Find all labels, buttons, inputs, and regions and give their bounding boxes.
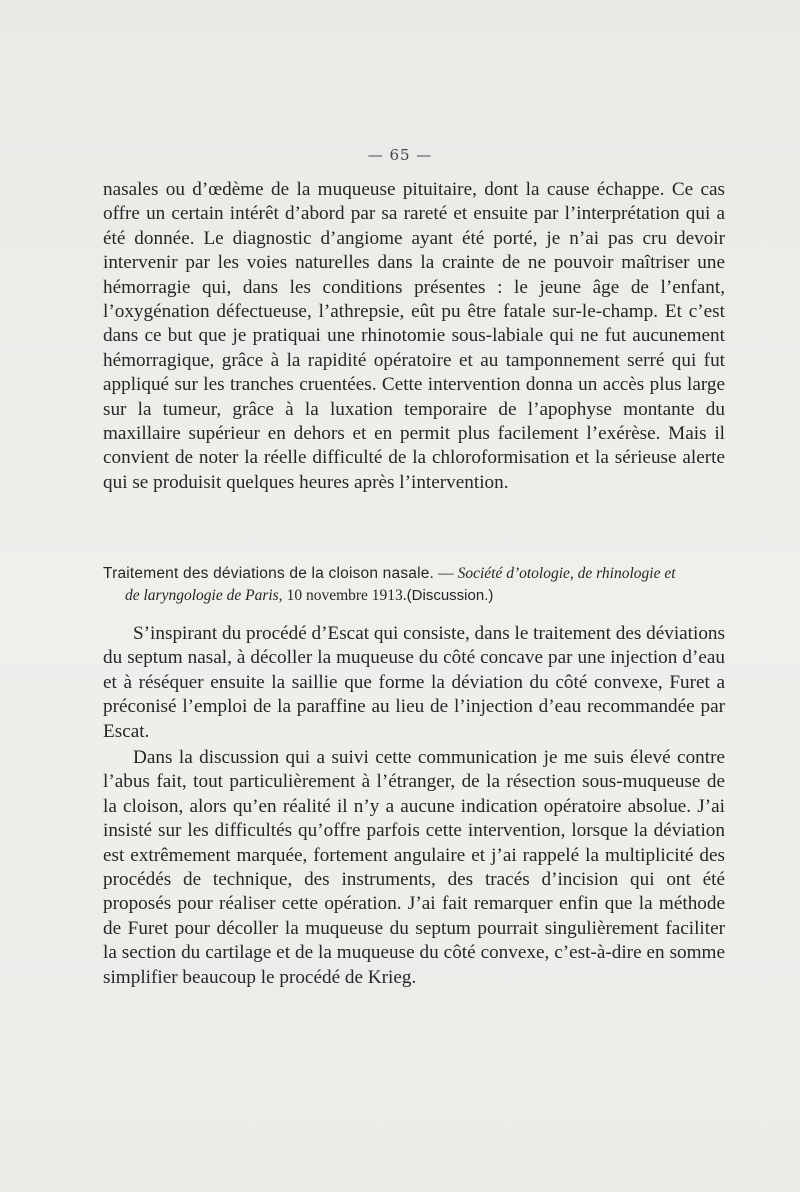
paragraph-escat [103,622,725,744]
heading-line-1 [103,563,753,585]
heading-dash: — [438,565,454,582]
paragraph-text: nasales ou d’œdème de la muqueuse pituitaire, dont la cause échappe. Ce cas offre un certain intérêt d’abord par sa rareté et ensuite par l’interprétation qui a été donnée. Le diagnostic d’angiome ayant été porté, je n’ai pas cru devoir intervenir par les voies naturelles dans la crainte de ne pouvoir maîtriser une hémorragie qui, dans les conditions présentes : le jeune âge de l’enfant, l’oxygénation défectueuse, l’athrepsie, eût pu être fatale sur-le-champ. Et c’est dans ce but que je pratiquai une rhinotomie sous-labiale qui ne fut aucunement hémorragique, grâce à la rapidité opératoire et au tamponnement serré qui fut appliqué sur les tranches cruentées. Cette intervention donna un accès plus large sur la tumeur, grâce à la luxation temporaire de l’apophyse montante du maxillaire supérieur en dehors et en permit plus facilement l’exérèse. Mais il convient de noter la réelle difficulté de la chloroformisation et la sérieuse alerte qui se produisit quelques heures après l’intervention. [103,179,725,493]
heading-society-line2: de laryngologie de Paris, [125,587,283,604]
section-heading [103,563,753,607]
paragraph-text: Dans la discussion qui a suivi cette communication je me suis élevé contre l’abus fait, tout particulièrement à l’étranger, de la résection sous-muqueuse de la cloison, alors qu’en réalité il n’y a aucune indication opératoire absolue. J’ai insisté sur les difficultés qu’offre parfois cette intervention, lorsque la déviation est extrêmement marquée, fortement angulaire et j’ai rappelé la multiplicité des procédés de technique, des instruments, des tracés d’incision qui ont été proposés pour réaliser cette opération. J’ai fait remarquer enfin que la méthode de Furet pour décoller la muqueuse du septum pourrait singulièrement faciliter la section du cartilage et de la muqueuse du côté convexe, c’est-à-dire en somme simplifier beaucoup le procédé de Krieg. [103,747,725,988]
paragraph-discussion [103,746,725,990]
heading-date: 10 novembre 1913. [286,587,407,604]
heading-discussion: (Discussion.) [406,587,494,604]
heading-title: Traitement des déviations de la cloison nasale. [103,565,435,582]
paragraph-text: S’inspirant du procédé d’Escat qui consiste, dans le traitement des déviations du septum nasal, à décoller la muqueuse du côté concave par une injection d’eau et à réséquer ensuite la saillie que forme la déviation du côté convexe, Furet a préconisé l’emploi de la paraffine au lieu de l’injection d’eau recommandée par Escat. [103,623,725,742]
paragraph-continuation [103,178,725,495]
heading-society: Société d’otologie, de rhinologie et [457,565,676,582]
page-number: — 65 — [367,146,433,164]
heading-line-2 [103,585,753,607]
